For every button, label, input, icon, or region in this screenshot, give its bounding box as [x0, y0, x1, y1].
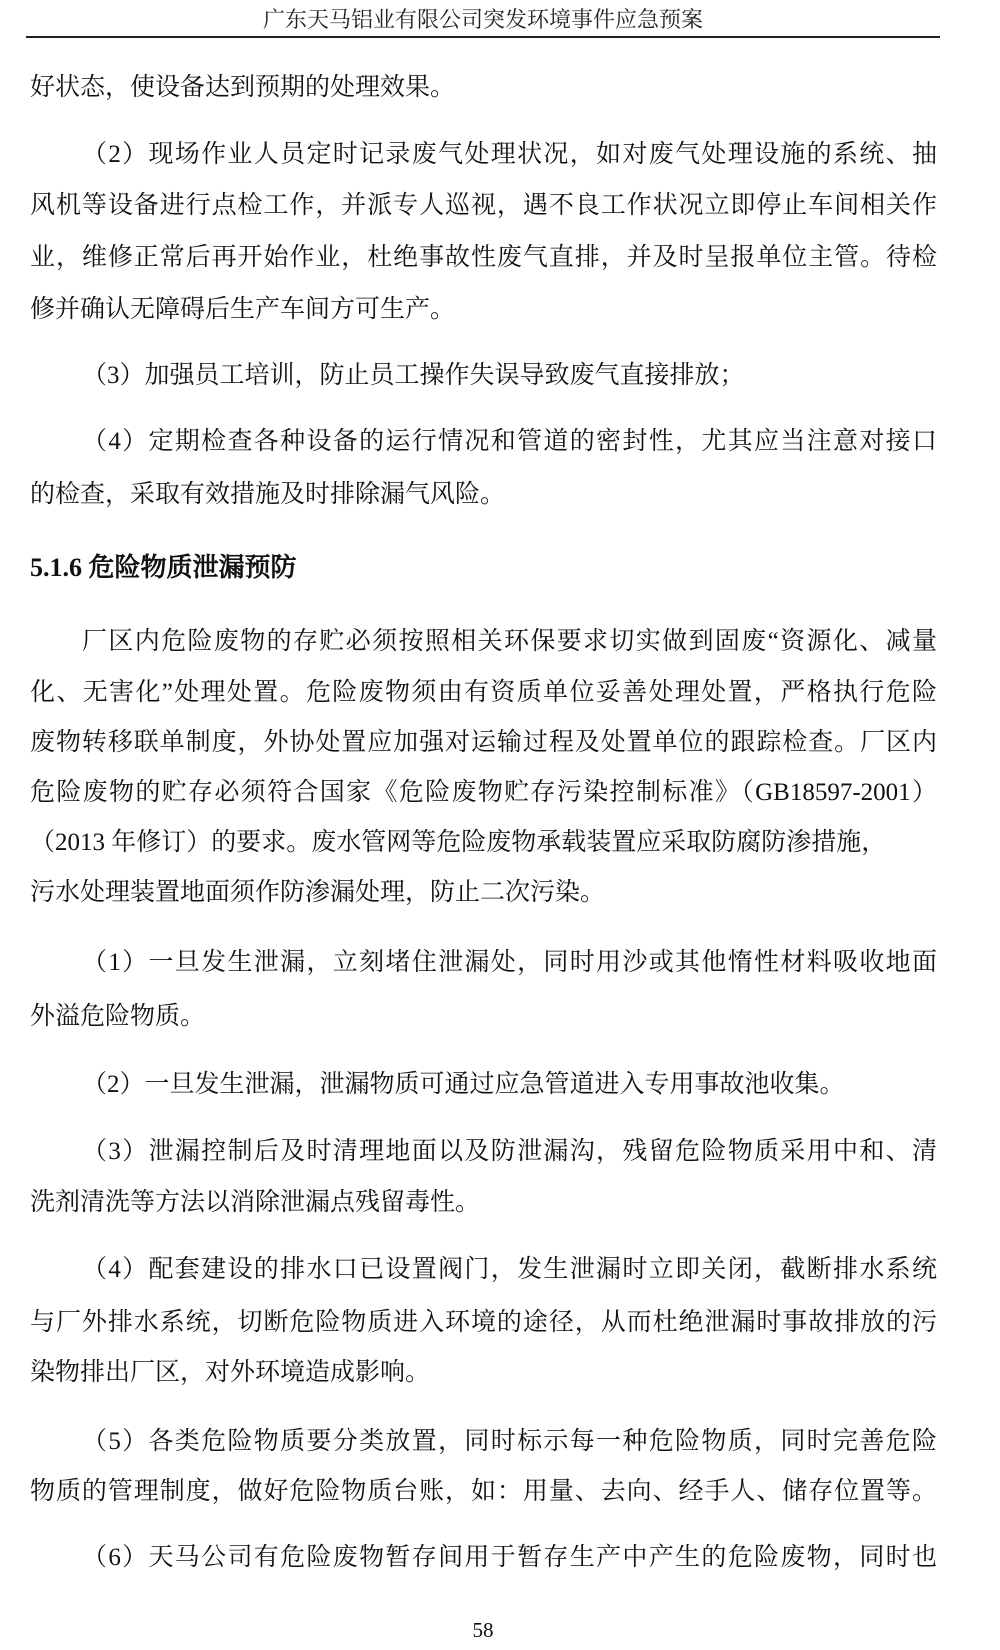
- paragraph-8-line-0: （4）配套建设的排水口已设置阀门，发生泄漏时立即关闭，截断排水系统: [82, 1256, 937, 1283]
- paragraph-1-line-0: （2）现场作业人员定时记录废气处理状况，如对废气处理设施的系统、抽: [82, 141, 937, 168]
- paragraph-1-line-1: 风机等设备进行点检工作，并派专人巡视，遇不良工作状况立即停止车间相关作: [30, 192, 937, 219]
- paragraph-6-line-0: （2）一旦发生泄漏，泄漏物质可通过应急管道进入专用事故池收集。: [82, 1071, 845, 1098]
- header-rule: [26, 36, 940, 38]
- paragraph-4-line-1: 化、无害化”处理处置。危险废物须由有资质单位妥善处理处置，严格执行危险: [30, 679, 937, 706]
- paragraph-3-line-1: 的检查，采取有效措施及时排除漏气风险。: [30, 481, 506, 508]
- paragraph-4-line-5: 污水处理装置地面须作防渗漏处理，防止二次污染。: [30, 879, 606, 906]
- paragraph-3-line-0: （4）定期检查各种设备的运行情况和管道的密封性，尤其应当注意对接口: [82, 428, 937, 455]
- paragraph-5-line-1: 外溢危险物质。: [30, 1003, 206, 1030]
- paragraph-5-line-0: （1）一旦发生泄漏，立刻堵住泄漏处，同时用沙或其他惰性材料吸收地面: [82, 949, 937, 976]
- paragraph-4-line-4: （2013 年修订）的要求。废水管网等危险废物承载装置应采取防腐防渗措施，: [30, 829, 887, 856]
- paragraph-4-line-0: 厂区内危险废物的存贮必须按照相关环保要求切实做到固废“资源化、减量: [82, 628, 937, 655]
- paragraph-0-line-0: 好状态，使设备达到预期的处理效果。: [30, 74, 456, 101]
- paragraph-1-line-2: 业，维修正常后再开始作业，杜绝事故性废气直排，并及时呈报单位主管。待检: [30, 244, 937, 271]
- paragraph-10-line-0: （6）天马公司有危险废物暂存间用于暂存生产中产生的危险废物，同时也: [82, 1544, 937, 1571]
- running-header: 广东天马铝业有限公司突发环境事件应急预案: [262, 7, 703, 32]
- paragraph-9-line-1: 物质的管理制度，做好危险物质台账，如：用量、去向、经手人、储存位置等。: [30, 1478, 937, 1505]
- paragraph-4-line-3: 危险废物的贮存必须符合国家《危险废物贮存污染控制标准》（GB18597-2001）: [30, 779, 937, 806]
- section-heading: 5.1.6 危险物质泄漏预防: [30, 553, 297, 582]
- page-number: 58: [472, 1618, 494, 1642]
- paragraph-7-line-1: 洗剂清洗等方法以消除泄漏点残留毒性。: [30, 1189, 481, 1216]
- paragraph-4-line-2: 废物转移联单制度，外协处置应加强对运输过程及处置单位的跟踪检查。厂区内: [30, 729, 937, 756]
- paragraph-1-line-3: 修并确认无障碍后生产车间方可生产。: [30, 296, 456, 323]
- paragraph-2-line-0: （3）加强员工培训，防止员工操作失误导致废气直接排放；: [82, 362, 745, 389]
- paragraph-8-line-2: 染物排出厂区，对外环境造成影响。: [30, 1359, 431, 1386]
- paragraph-7-line-0: （3）泄漏控制后及时清理地面以及防泄漏沟，残留危险物质采用中和、清: [82, 1138, 937, 1165]
- paragraph-9-line-0: （5）各类危险物质要分类放置，同时标示每一种危险物质，同时完善危险: [82, 1428, 937, 1455]
- paragraph-8-line-1: 与厂外排水系统，切断危险物质进入环境的途径，从而杜绝泄漏时事故排放的污: [30, 1309, 937, 1336]
